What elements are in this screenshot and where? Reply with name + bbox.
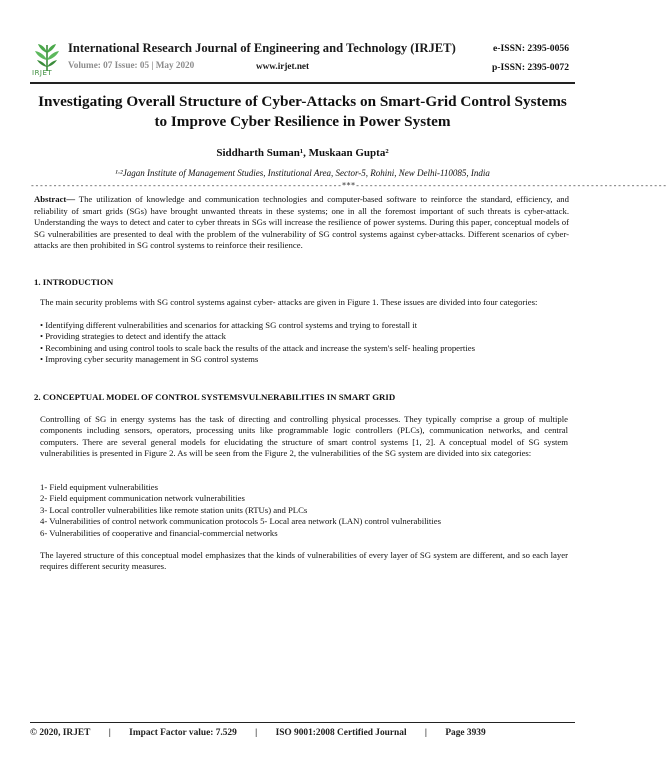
section-separator: ---------------------------------------------------------------------***--------------------------------------------------------------------- [30, 181, 667, 190]
logo-wordmark: IRJET [32, 69, 53, 77]
e-issn: e-ISSN: 2395-0056 [493, 43, 569, 54]
footer-sep: | [255, 728, 258, 738]
list-item: 2- Field equipment communication network vulnerabilities [40, 493, 245, 504]
footer-page: Page 3939 [445, 728, 486, 738]
list-item: • Providing strategies to detect and identify the attack [40, 331, 226, 342]
footer-copyright: © 2020, IRJET [30, 728, 91, 738]
section-1-bullets [40, 320, 568, 366]
abstract-label: Abstract [34, 194, 67, 204]
volume-info: Volume: 07 Issue: 05 | May 2020 [68, 60, 195, 70]
paper-title: Investigating Overall Structure of Cyber-Attacks on Smart-Grid Control Systems to Improve Cyber Resilience in Power System [38, 93, 567, 130]
abstract-dash: — [66, 194, 76, 204]
list-item: 4- Vulnerabilities of control network communication protocols 5- Local area network (LAN) control vulnerabilities [40, 516, 441, 527]
section-2-para-1: Controlling of SG in energy systems has the task of directing and controlling physical processes. They typically comprise a group of multiple components including sensors, operators, processing units like programmable logic controllers (PLCs), communication networks, and central computers. There are several general models for elucidating the structure of smart control systems [1, 2]. A conceptual model of SG system vulnerabilities is presented in Figure 2. As will be seen from the Figure 2, the vulnerabilities of the SG system are divided into six categories: [40, 414, 568, 459]
section-2-para-2: The layered structure of this conceptual model emphasizes that the kinds of vulnerabilities of every layer of SG system are different, and so each layer requires different security measures. [40, 550, 568, 572]
paper-authors: Siddharth Suman¹, Muskaan Gupta² [216, 147, 389, 159]
journal-header [30, 40, 575, 80]
abstract-text: The utilization of knowledge and communication technologies and computer-based software to reinforce the standard, efficiency, and reliability of smart grids (SGs) have brought unwanted threats in these systems; one in all the foremost important of such threats is cyber-attack. Understanding the ways to detect and cater to cyber threats in SGs will increase the resilience of power systems. During this paper, conceptual models of SG vulnerabilities are presented to deal with the problem of the vulnerability of SG control systems against cyber-attacks. Different scenarios of cyber-attacks are then prohibited in SG control systems to reinforce their resilience. [34, 194, 569, 250]
journal-url[interactable]: www.irjet.net [256, 61, 310, 71]
section-2-items [40, 482, 568, 539]
footer-divider [30, 722, 575, 723]
footer-sep: | [108, 728, 111, 738]
footer-impact: Impact Factor value: 7.529 [129, 728, 237, 738]
section-1-intro: The main security problems with SG control systems against cyber- attacks are given in Figure 1. These issues are divided into four categories: [40, 297, 538, 307]
list-item: • Identifying different vulnerabilities and scenarios for attacking SG control systems and trying to forestall it [40, 320, 418, 330]
journal-name: International Research Journal of Engineering and Technology (IRJET) [68, 41, 456, 55]
list-item: 3- Local controller vulnerabilities like remote station units (RTUs) and PLCs [40, 504, 308, 515]
list-item: • Recombining and using control tools to scale back the results of the attack and increase the system's self- healing properties [40, 342, 475, 353]
page-footer [30, 728, 575, 738]
list-item: 6- Vulnerabilities of cooperative and financial-commercial networks [40, 527, 278, 538]
list-item: • Improving cyber security management in SG control systems [40, 354, 259, 365]
list-item: 1- Field equipment vulnerabilities [40, 482, 158, 492]
header-divider [30, 82, 575, 84]
abstract [34, 194, 569, 252]
footer-sep: | [424, 728, 427, 738]
section-2-heading: 2. CONCEPTUAL MODEL OF CONTROL SYSTEMSVULNERABILITIES IN SMART GRID [34, 392, 396, 402]
p-issn: p-ISSN: 2395-0072 [491, 62, 569, 73]
footer-iso: ISO 9001:2008 Certified Journal [275, 728, 407, 738]
paper-affiliation: ¹·²Jagan Institute of Management Studies, Institutional Area, Sector-5, Rohini, New Delhi-110085, India [115, 168, 490, 178]
section-1-heading: 1. INTRODUCTION [34, 277, 114, 287]
